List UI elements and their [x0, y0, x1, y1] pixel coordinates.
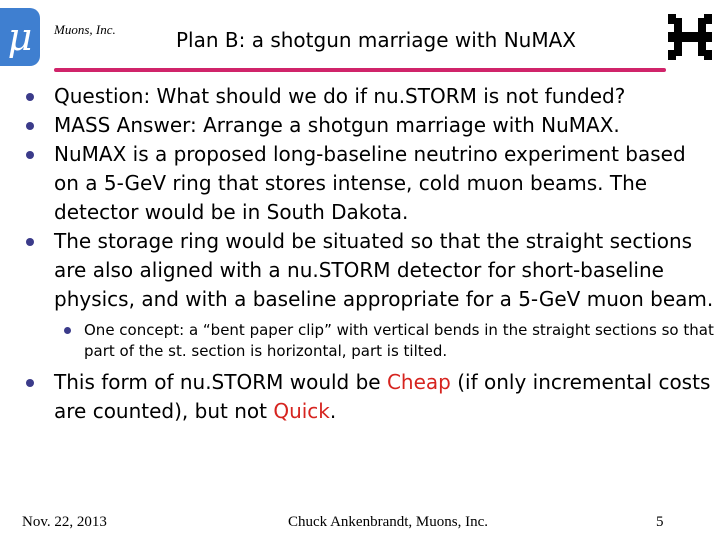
sub-bullet-list: [54, 320, 714, 362]
muons-logo: [0, 8, 40, 66]
bullet-icon: [26, 238, 34, 246]
company-name: Muons, Inc.: [54, 22, 116, 37]
bullet-item: [22, 368, 714, 426]
title-rule: [54, 68, 666, 72]
sub-bullet-text: One concept: a “bent paper clip” with vertical bends in the straight sections so that part of the st. section is horizontal, part is tilted.: [84, 321, 714, 360]
fermilab-logo-icon: [664, 12, 716, 62]
bullet-icon: [26, 379, 34, 387]
bullet-icon: [26, 151, 34, 159]
bullet-text: MASS Answer: Arrange a shotgun marriage with NuMAX.: [54, 113, 620, 137]
footer-author: Chuck Ankenbrandt, Muons, Inc.: [288, 514, 488, 530]
bullet-item: [22, 140, 714, 227]
bullet-item: [22, 82, 714, 111]
mu-symbol: μ: [7, 15, 33, 59]
footer-date: Nov. 22, 2013: [22, 514, 107, 530]
bullet-text: The storage ring would be situated so that the straight sections are also aligned with a nu.STORM detector for short-baseline physics, and with a baseline appropriate for a 5-GeV muon beam.: [54, 229, 714, 311]
sub-bullet-item: [54, 320, 714, 362]
bullet-text-part: This form of nu.STORM would be: [54, 370, 387, 394]
bullet-text-part: .: [329, 399, 337, 423]
bullet-text-part: (if only incremental costs are counted), but not: [54, 370, 711, 423]
bullet-icon: [26, 93, 34, 101]
bullet-text: Question: What should we do if nu.STORM is not funded?: [54, 84, 626, 108]
bullet-text: NuMAX is a proposed long-baseline neutrino experiment based on a 5-GeV ring that stores intense, cold muon beams. The detector would be in South Dakota.: [54, 142, 686, 224]
bullet-item: [22, 227, 714, 362]
bullet-icon: [26, 122, 34, 130]
page-number: 5: [656, 514, 664, 530]
bullet-list: [22, 82, 714, 426]
quick-highlight: Quick: [273, 399, 330, 423]
cheap-highlight: Cheap: [386, 370, 451, 394]
slide-title: Plan B: a shotgun marriage with NuMAX: [176, 28, 576, 52]
bullet-item: [22, 111, 714, 140]
sub-bullet-icon: [64, 327, 71, 334]
